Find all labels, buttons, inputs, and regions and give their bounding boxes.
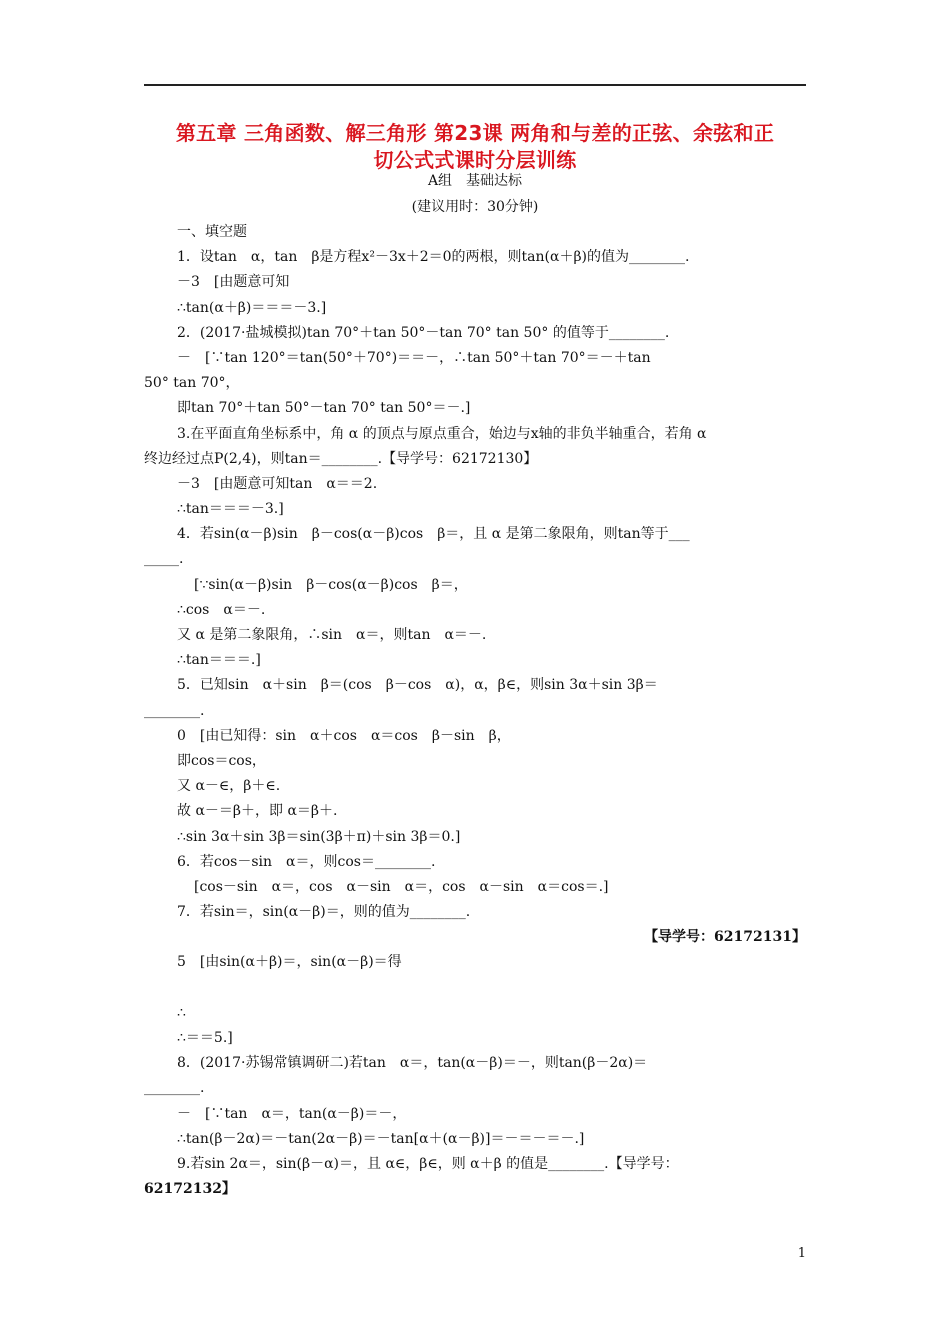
answer-4-line-4: ∴tan＝＝＝.] — [177, 652, 261, 669]
question-5-line-2: ________. — [144, 702, 205, 719]
question-8-line-2: ________. — [144, 1080, 205, 1097]
answer-5-line-5: ∴sin 3α＋sin 3β＝sin(3β＋π)＋sin 3β＝0.] — [177, 828, 461, 845]
answer-1-line-1: －3 [由题意可知 — [177, 274, 290, 291]
question-9-line-1: 9.若sin 2α＝，sin(β－α)＝，且 α∈，β∈，则 α＋β 的值是________.【导学号： — [177, 1155, 679, 1172]
answer-2-line-2: 50° tan 70°， — [144, 375, 240, 392]
answer-7-line-2: ∴ — [177, 1004, 186, 1021]
answer-8-line-2: ∴tan(β－2α)＝－tan(2α－β)＝－tan[α＋(α－β)]＝－＝－＝－.] — [177, 1130, 585, 1147]
answer-4-line-3: 又 α 是第二象限角，∴sin α＝，则tan α＝－. — [177, 627, 487, 643]
question-4-line-2: _____. — [144, 551, 184, 568]
answer-3-line-2: ∴tan＝＝＝－3.] — [177, 501, 284, 518]
answer-8-line-1: － [∵tan α＝，tan(α－β)＝－， — [177, 1105, 407, 1122]
time-hint: (建议用时：30分钟) — [411, 199, 539, 215]
question-5-line-1: 5．已知sin α＋sin β＝(cos β－cos α)，α，β∈，则sin 3α＋sin 3β＝ — [177, 677, 658, 694]
title-line-1: 第五章 三角函数、解三角形 第23课 两角和与差的正弦、余弦和正 — [175, 121, 775, 145]
answer-5-line-2: 即cos＝cos， — [177, 752, 266, 769]
title-line-2: 切公式式课时分层训练 — [373, 148, 577, 172]
question-1: 1．设tan α，tan β是方程x²－3x＋2＝0的两根，则tan(α＋β)的值为________. — [177, 249, 690, 266]
exercise-body — [144, 220, 806, 1202]
page-number: 1 — [797, 1246, 806, 1261]
answer-4-line-2: ∴cos α＝－. — [177, 601, 266, 618]
answer-2-line-1: － [∵tan 120°＝tan(50°＋70°)＝＝－，∴tan 50°＋tan 70°＝－＋tan — [177, 349, 651, 366]
section-heading: 一、填空题 — [177, 224, 247, 240]
question-4-line-1: 4．若sin(α－β)sin β－cos(α－β)cos β＝，且 α 是第二象限角，则tan等于___ — [177, 526, 690, 543]
answer-6: [cos－sin α＝，cos α－sin α＝，cos α－sin α＝cos＝.] — [194, 878, 609, 895]
answer-2-line-3: 即tan 70°＋tan 50°－tan 70° tan 50°＝－.] — [177, 400, 471, 417]
question-3-line-1: 3.在平面直角坐标系中，角 α 的顶点与原点重合，始边与x轴的非负半轴重合，若角 α — [177, 425, 707, 442]
guide-number-7: 【导学号：62172131】 — [644, 929, 806, 946]
answer-5-line-4: 故 α－＝β＋，即 α＝β＋. — [177, 803, 338, 820]
header-rule — [144, 84, 806, 86]
document-title — [144, 120, 806, 174]
answer-5-line-1: 0 [由已知得：sin α＋cos α＝cos β－sin β， — [177, 727, 511, 744]
question-3-line-2: 终边经过点P(2,4)，则tan＝________.【导学号：62172130】 — [144, 450, 538, 467]
question-2: 2．(2017·盐城模拟)tan 70°＋tan 50°－tan 70° tan 50° 的值等于________. — [177, 324, 670, 341]
question-7: 7．若sin＝，sin(α－β)＝，则的值为________. — [177, 904, 471, 921]
answer-3-line-1: －3 [由题意可知tan α＝＝2. — [177, 475, 378, 492]
group-label: A组 基础达标 — [427, 173, 523, 189]
answer-5-line-3: 又 α－∈，β＋∈. — [177, 778, 281, 795]
question-8-line-1: 8．(2017·苏锡常镇调研二)若tan α＝，tan(α－β)＝－，则tan(β－2α)＝ — [177, 1055, 648, 1072]
answer-7-line-1: 5 [由sin(α＋β)＝，sin(α－β)＝得 — [177, 954, 402, 971]
question-6: 6．若cos－sin α＝，则cos＝________. — [177, 853, 436, 870]
answer-7-line-3: ∴＝＝5.] — [177, 1030, 233, 1046]
answer-1-line-2: ∴tan(α＋β)＝＝＝－3.] — [177, 299, 327, 316]
question-9-line-2: 62172132】 — [144, 1181, 236, 1198]
answer-4-line-1: [∵sin(α－β)sin β－cos(α－β)cos β＝， — [194, 576, 468, 593]
answer-7-blank — [144, 976, 806, 1001]
